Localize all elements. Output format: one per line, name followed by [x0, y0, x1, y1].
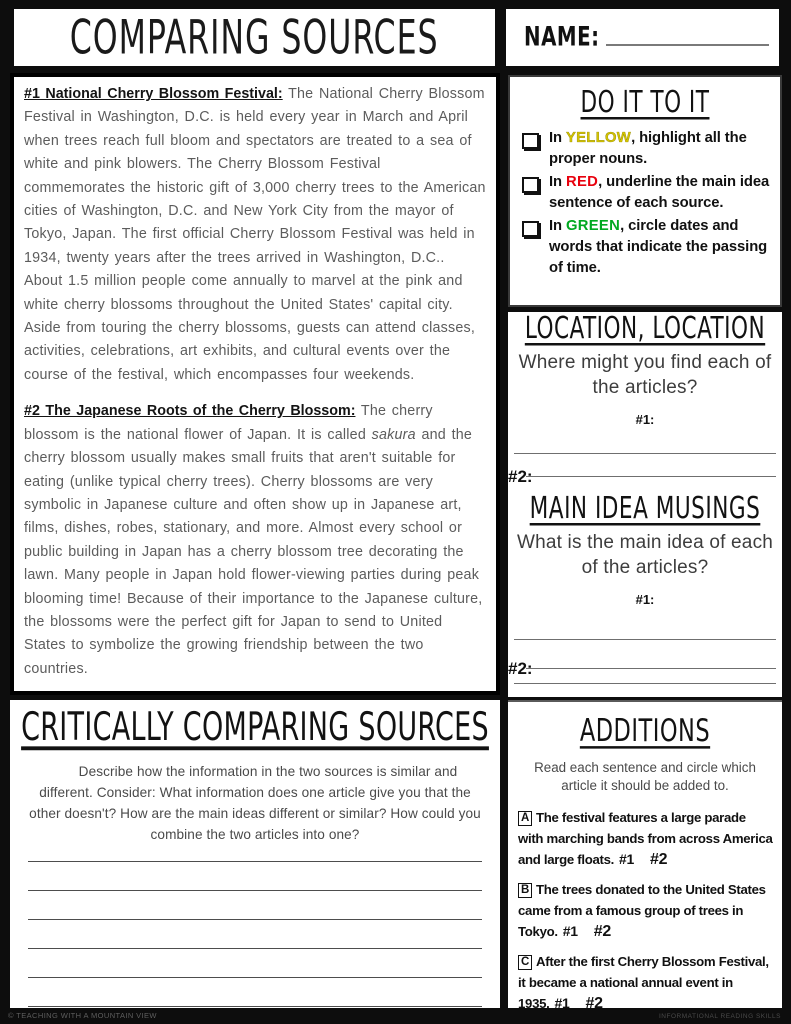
reading-passages-box: [10, 73, 500, 695]
location-answer2-line[interactable]: [526, 476, 776, 477]
worksheet-title-box: [14, 9, 495, 66]
passage-2-body-part2: and the cherry blossom usually makes small fruits that aren't suitable for eating (unlike typical cherry trees). Cherry blossoms are very symbolic in Japanese culture and often show up in Japanese art, films, dishes, robes, stationary, and more. Almost every school or public building in Japan has a cherry blossom tree decorating the lawn. Many people in Japan hold flower-viewing parties during peak blooming time! Because of their importance to the Japanese culture, the blossoms were the perfect gift for Japan to send to United States to symbolize the growing friendship between the two countries.: [24, 426, 483, 677]
writing-line[interactable]: [28, 861, 482, 862]
addition-c-option-1[interactable]: #1: [554, 995, 570, 1011]
addition-letter-c: C: [518, 955, 532, 970]
name-input[interactable]: [606, 44, 769, 46]
critical-comparison-writing-lines: [20, 861, 490, 1007]
main-idea-item2-label: #2:: [508, 659, 533, 678]
location-prompt: Where might you find each of the articles?: [518, 352, 772, 398]
do-it-item-2-post: , underline the main idea sentence of each source.: [549, 174, 770, 211]
critical-comparison-description: Describe how the information in the two sources is similar and different. Consider: What information does one article give you that the other doesn't? How are the main ideas different or similar? How could you combine the two articles into one?: [29, 764, 481, 842]
location-heading: LOCATION, LOCATION: [524, 310, 766, 346]
addition-item-a: [518, 807, 774, 870]
addition-a-option-2[interactable]: #2: [650, 851, 668, 868]
do-it-item-2-keyword: RED: [565, 174, 599, 190]
location-item1-label: #1:: [635, 412, 655, 427]
addition-b-option-1[interactable]: #1: [562, 923, 578, 939]
checkbox-icon[interactable]: [522, 177, 539, 193]
page-title: COMPARING SOURCES: [70, 9, 439, 66]
passage-2-title: #2 The Japanese Roots of the Cherry Blossom:: [24, 403, 356, 420]
location-section: [508, 312, 782, 492]
main-idea-answer1-line[interactable]: [514, 639, 776, 640]
passage-1: [24, 83, 486, 387]
critical-comparison-heading: CRITICALLY COMPARING SOURCES: [21, 704, 489, 751]
do-it-item-yellow[interactable]: [518, 128, 772, 170]
do-it-item-3-pre: In: [549, 218, 566, 234]
additions-instructions: Read each sentence and circle which article it should be added to.: [534, 760, 756, 793]
footer-subject-label: INFORMATIONAL READING SKILLS: [659, 1013, 781, 1020]
do-it-item-1-post: , highlight all the proper nouns.: [549, 130, 747, 167]
passage-1-title: #1 National Cherry Blossom Festival:: [24, 86, 283, 102]
main-idea-heading: MAIN IDEA MUSINGS: [529, 490, 761, 526]
additions-section: [508, 700, 782, 1012]
do-it-to-it-box: [508, 75, 782, 307]
main-idea-section: [508, 492, 782, 697]
do-it-to-it-heading: DO IT TO IT: [580, 84, 710, 120]
addition-text-a: The festival features a large parade with marching bands from across America and large floats.: [518, 810, 773, 867]
do-it-item-red[interactable]: [518, 172, 772, 214]
addition-letter-b: B: [518, 883, 532, 898]
addition-item-c: [518, 951, 774, 1014]
do-it-item-2-pre: In: [549, 174, 566, 190]
main-idea-answer2-line-2[interactable]: [514, 683, 776, 684]
writing-line[interactable]: [28, 890, 482, 891]
main-idea-prompt: What is the main idea of each of the articles?: [516, 532, 774, 578]
location-item2-label: #2:: [508, 467, 533, 486]
location-answer1-line[interactable]: [514, 453, 776, 454]
writing-line[interactable]: [28, 919, 482, 920]
checkbox-icon[interactable]: [522, 221, 539, 237]
critical-comparison-section: [10, 700, 500, 1008]
footer-copyright: © TEACHING WITH A MOUNTAIN VIEW: [8, 1011, 157, 1020]
do-it-item-3-post: , circle dates and words that indicate the passing of time.: [549, 218, 768, 276]
addition-letter-a: A: [518, 811, 532, 826]
writing-line[interactable]: [28, 977, 482, 978]
do-it-item-3-keyword: GREEN: [565, 218, 621, 234]
do-it-item-1-pre: In: [549, 130, 566, 146]
addition-c-option-2[interactable]: #2: [585, 995, 603, 1012]
name-label: NAME:: [524, 22, 600, 53]
main-idea-answer2-line[interactable]: [526, 668, 776, 669]
do-it-item-1-keyword: YELLOW: [565, 130, 632, 146]
addition-a-option-1[interactable]: #1: [619, 851, 635, 867]
addition-item-b: [518, 879, 774, 942]
additions-heading: ADDITIONS: [579, 712, 711, 749]
addition-b-option-2[interactable]: #2: [593, 923, 611, 940]
name-field-box: [506, 9, 779, 66]
addition-text-c: After the first Cherry Blossom Festival, it became a national annual event in 1935.: [518, 954, 769, 1011]
do-it-item-green[interactable]: [518, 216, 772, 279]
main-idea-item1-label: #1:: [635, 592, 655, 607]
passage-2-italic-term: sakura: [371, 426, 416, 443]
passage-2-body-part1: The cherry blossom is the national flower of Japan. It is called: [24, 403, 433, 443]
addition-text-b: The trees donated to the United States came from a famous group of trees in Tokyo.: [518, 882, 766, 939]
writing-line[interactable]: [28, 1006, 482, 1007]
writing-line[interactable]: [28, 948, 482, 949]
checkbox-icon[interactable]: [522, 133, 539, 149]
passage-1-body: The National Cherry Blossom Festival in Washington, D.C. is held every year in March and April when trees reach full bloom and spectators are treated to a sea of white and pink blowers. The Cherry Blossom Festival commemorates the historic gift of 3,000 cherry trees to the American cities of Washington, D.C. and New York City from the mayor of Tokyo, Japan. The first official Cherry Blossom Festival was held in 1934, twenty years after the trees arrived in Washington, D.C.. About 1.5 million people come annually to marvel at the pink and white cherry blossoms throughout the United States' capital city. Aside from touring the cherry blossoms, guests can attend classes, activities, celebrations, art exhibits, and cultural events over the course of the festival, which encompasses four weekends.: [24, 86, 486, 383]
passage-2: [24, 400, 486, 681]
